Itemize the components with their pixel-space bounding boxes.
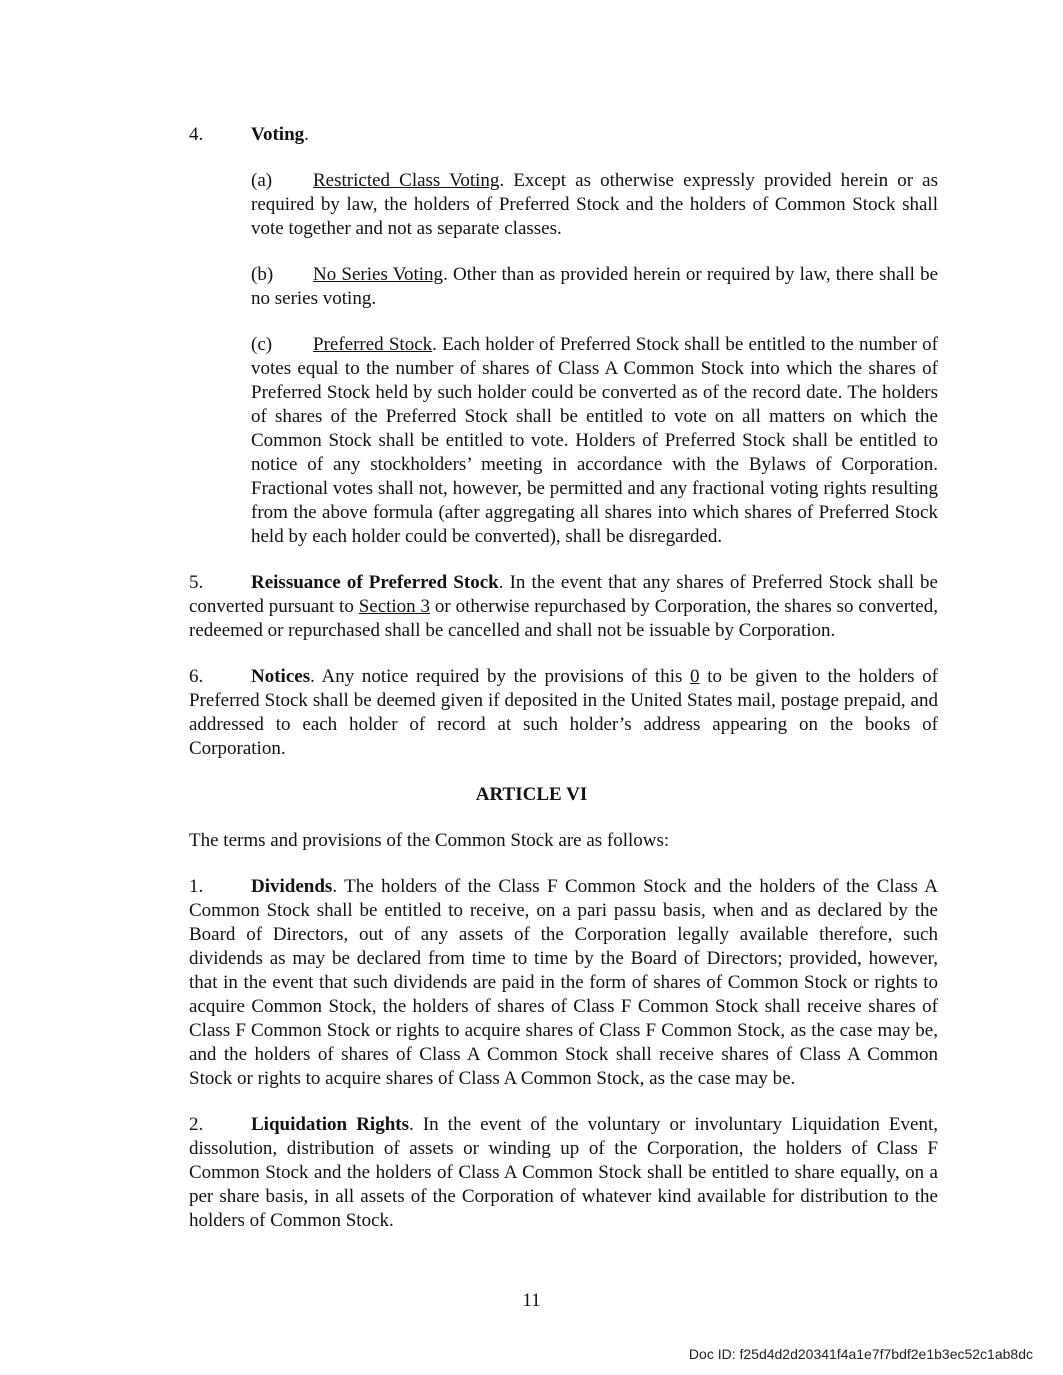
section-number: 1. <box>189 876 204 897</box>
section-4b-paragraph: (b) No Series Voting. Other than as provided herein or required by law, there shall be no series voting. <box>251 264 939 309</box>
section-text-before: Any notice required by the provisions of this <box>321 666 691 687</box>
doc-id: Doc ID: f25d4d2d20341f4a1e7f7bdf2e1b3ec52c1ab8dc <box>688 1346 1033 1362</box>
section-3-link[interactable]: Section 3 <box>358 596 431 617</box>
section-text: The holders of the Class F Common Stock and the holders of the Class A Common Stock shall be entitled to receive, on a pari passu basis, when and as declared by the Board of Directors, out of any assets of the Corporation legally available therefore, such dividends as may be declared from time to time by the Board of Directors; provided, however, that in the event that such dividends are paid in the form of shares of Common Stock or rights to acquire Common Stock, the holders of shares of Class F Common Stock shall receive shares of Class F Common Stock or rights to acquire shares of Class F Common Stock, as the case may be, and the holders of shares of Class A Common Stock shall receive shares of Class A Common Stock or rights to acquire shares of Class A Common Stock, as the case may be. <box>189 876 938 1089</box>
dividends-paragraph: 1. Dividends. The holders of the Class F Common Stock and the holders of the Class A Common Stock shall be entitled to receive, on a pari passu basis, when and as declared by the Board of Directors, out of any assets of the Corporation legally available therefore, such dividends as may be declared from time to time by the Board of Directors; provided, however, that in the event that such dividends are paid in the form of shares of Common Stock or rights to acquire Common Stock, the holders of shares of Class F Common Stock shall receive shares of Class F Common Stock or rights to acquire shares of Class F Common Stock, as the case may be, and the holders of shares of Class A Common Stock shall receive shares of Class A Common Stock or rights to acquire shares of Class A Common Stock, as the case may be. <box>189 876 938 1089</box>
liquidation-paragraph: 2. Liquidation Rights. In the event of the voluntary or involuntary Liquidation Event, dissolution, distribution of assets or winding up of the Corporation, the holders of Class F Common Stock and the holders of Class A Common Stock shall be entitled to share equally, on a per share basis, in all assets of the Corporation of whatever kind available for distribution to the holders of Common Stock. <box>189 1114 938 1231</box>
section-number: 2. <box>189 1114 204 1135</box>
section-number: 5. <box>189 572 204 593</box>
section-title: Dividends <box>251 876 333 897</box>
section-4-heading: 4. Voting. <box>189 124 309 145</box>
clause-label: (c) <box>251 334 273 355</box>
section-6-paragraph: 6. Notices. Any notice required by the provisions of this 0 to be given to the holders of Preferred Stock shall be deemed given if deposited in the United States mail, postage prepaid, and addressed to each holder of record at such holder’s address appearing on the books of Corporation. <box>189 666 938 759</box>
section-text-after: to be given to the holders of Preferred Stock shall be deemed given if deposited in the United States mail, postage prepaid, and addressed to each holder of record at such holder’s address appearing on the books of Corporation. <box>189 666 938 759</box>
section-number: 6. <box>189 666 204 687</box>
section-4a-paragraph: (a) Restricted Class Voting. Except as otherwise expressly provided herein or as required by law, the holders of Preferred Stock and the holders of Common Stock shall vote together and not as separate classes. <box>251 170 939 239</box>
section-title: Reissuance of Preferred Stock <box>251 572 499 593</box>
clause-label: (b) <box>251 264 274 285</box>
section-title: Liquidation Rights <box>251 1114 409 1135</box>
article-heading: ARTICLE VI <box>475 784 588 805</box>
clause-heading: No Series Voting <box>313 264 444 285</box>
clause-heading: Restricted Class Voting <box>313 170 500 191</box>
page-number: 11 <box>522 1290 541 1311</box>
section-text-after: or otherwise repurchased by Corporation, the shares so converted, redeemed or repurchased shall be cancelled and shall not be issuable by Corporation. <box>189 596 938 641</box>
article-intro: The terms and provisions of the Common Stock are as follows: <box>189 830 670 851</box>
section-title: Notices <box>251 666 311 687</box>
clause-text: Except as otherwise expressly provided herein or as required by law, the holders of Preferred Stock and the holders of Common Stock shall vote together and not as separate classes. <box>251 170 939 239</box>
clause-text: Each holder of Preferred Stock shall be entitled to the number of votes equal to the number of shares of Class A Common Stock into which the shares of Preferred Stock held by such holder could be converted as of the record date. The holders of shares of the Preferred Stock shall be entitled to vote on all matters on which the Common Stock shall be entitled to vote. Holders of Preferred Stock shall be entitled to notice of any stockholders’ meeting in accordance with the Bylaws of Corporation. Fractional votes shall not, however, be permitted and any fractional voting rights resulting from the above formula (after aggregating all shares into which shares of Preferred Stock held by each holder could be converted), shall be disregarded. <box>251 334 938 547</box>
section-title: Voting <box>251 124 305 145</box>
section-5-paragraph: 5. Reissuance of Preferred Stock. In the event that any shares of Preferred Stock shall be converted pursuant to Section 3 or otherwise repurchased by Corporation, the shares so converted, redeemed or repurchased shall be cancelled and shall not be issuable by Corporation. <box>189 572 938 641</box>
section-text: In the event of the voluntary or involuntary Liquidation Event, dissolution, distribution of assets or winding up of the Corporation, the holders of Class F Common Stock and the holders of Class A Common Stock shall be entitled to share equally, on a per share basis, in all assets of the Corporation of whatever kind available for distribution to the holders of Common Stock. <box>189 1114 938 1231</box>
section-4c-paragraph: (c) Preferred Stock. Each holder of Preferred Stock shall be entitled to the number of votes equal to the number of shares of Class A Common Stock into which the shares of Preferred Stock held by such holder could be converted as of the record date. The holders of shares of the Preferred Stock shall be entitled to vote on all matters on which the Common Stock shall be entitled to vote. Holders of Preferred Stock shall be entitled to notice of any stockholders’ meeting in accordance with the Bylaws of Corporation. Fractional votes shall not, however, be permitted and any fractional voting rights resulting from the above formula (after aggregating all shares into which shares of Preferred Stock held by each holder could be converted), shall be disregarded. <box>251 334 938 547</box>
clause-text: Other than as provided herein or required by law, there shall be no series voting. <box>251 264 939 309</box>
section-text-before: In the event that any shares of Preferred Stock shall be converted pursuant to <box>189 572 938 617</box>
cross-reference-link[interactable]: 0 <box>690 666 700 687</box>
clause-label: (a) <box>251 170 273 191</box>
section-number: 4. <box>189 124 204 145</box>
document-body <box>125 123 938 1233</box>
clause-heading: Preferred Stock <box>313 334 433 355</box>
